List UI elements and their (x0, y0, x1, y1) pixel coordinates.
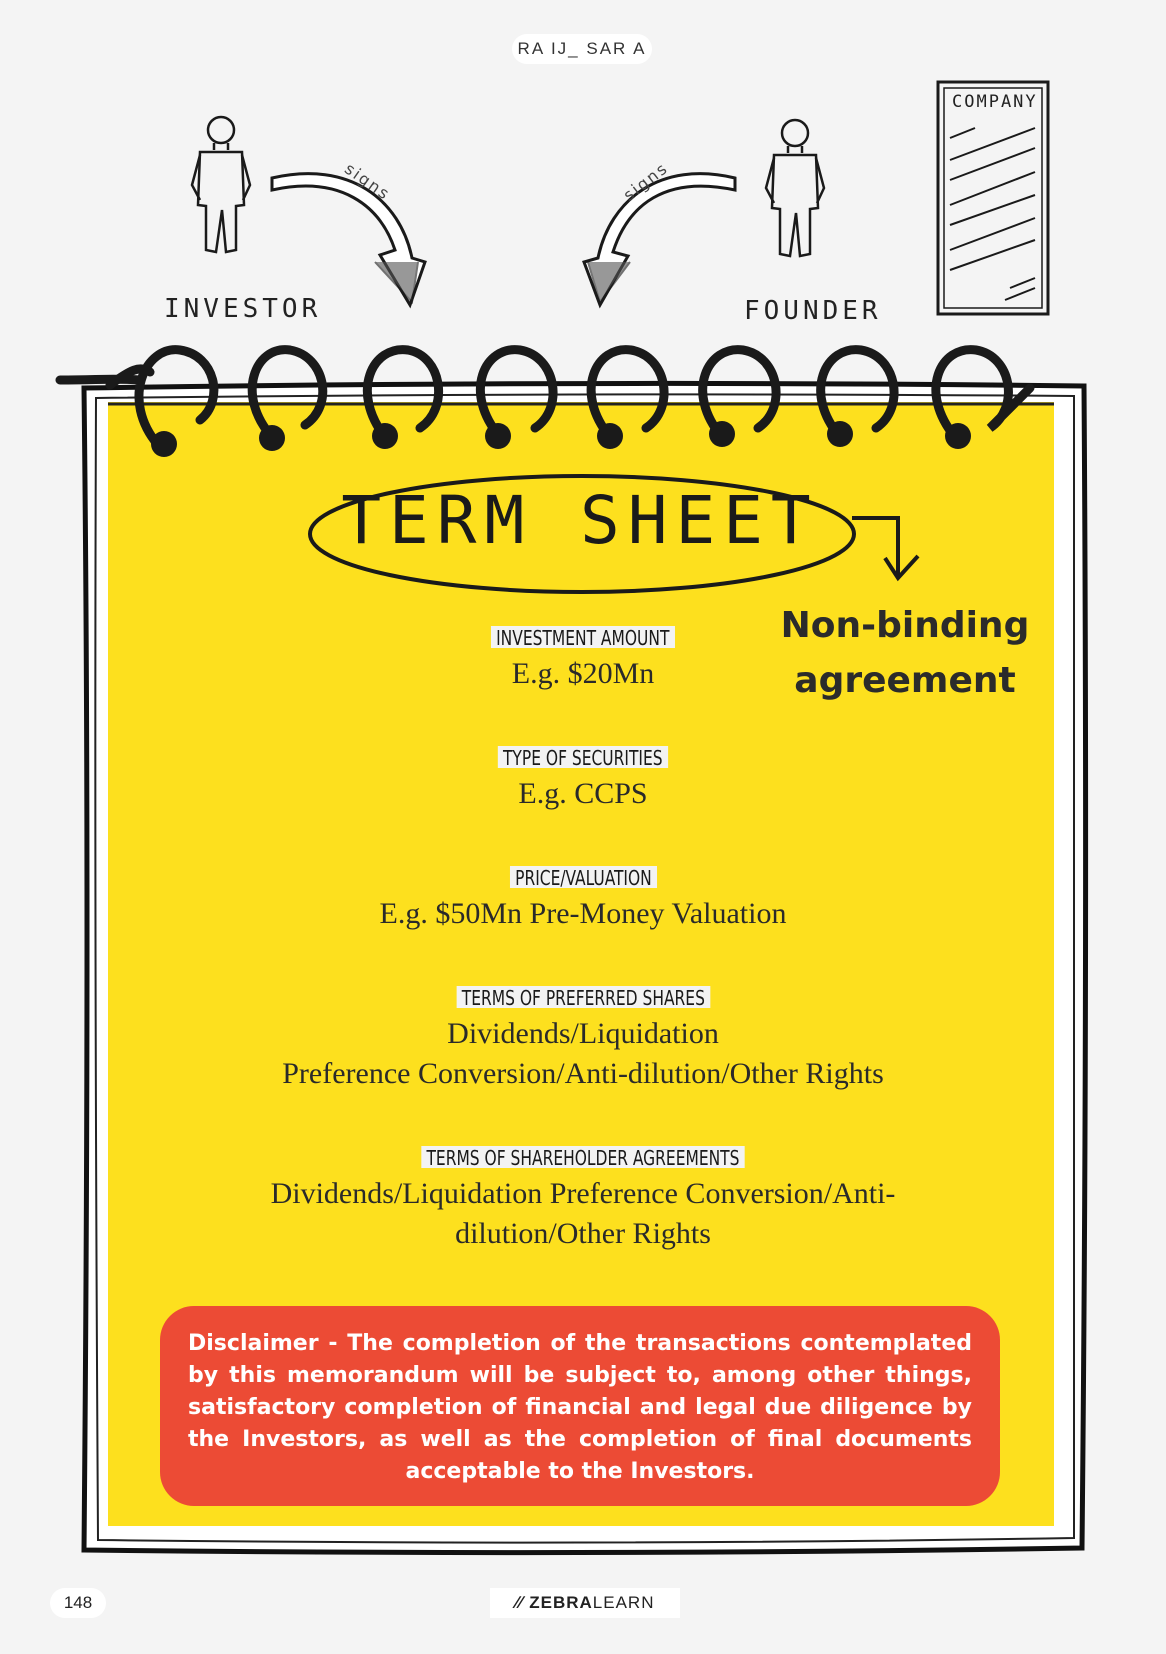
section-line: E.g. $20Mn (511, 657, 655, 690)
non-binding-note: Non-binding agreement (780, 605, 1030, 701)
brand-footer (490, 1588, 680, 1618)
section-title: TERMS OF PREFERRED SHARES (456, 986, 709, 1008)
section-title: TYPE OF SECURITIES (498, 746, 668, 768)
investor-label: INVESTOR (164, 294, 322, 324)
founder-label: FOUNDER (744, 296, 882, 326)
section-line: E.g. CCPS (518, 777, 648, 810)
brand-bold: ZEBRA (529, 1593, 593, 1612)
section-line: Dividends/Liquidation Preference Conversion/Anti- (270, 1177, 896, 1210)
section-line: dilution/Other Rights (455, 1217, 711, 1250)
author-header: RA IJ_ SAR A (512, 34, 652, 64)
brand-light: LEARN (592, 1593, 655, 1612)
section-line: E.g. $50Mn Pre-Money Valuation (379, 897, 787, 930)
founder-figure (766, 120, 824, 256)
section-line: Dividends/Liquidation (447, 1017, 719, 1050)
section-title: TERMS OF SHAREHOLDER AGREEMENTS (421, 1146, 744, 1168)
right-signs-arrow (584, 174, 735, 305)
investor-figure (192, 117, 250, 252)
section-preferred-shares (120, 986, 1046, 1094)
company-label: COMPANY (952, 92, 1038, 112)
term-sheet-title: TERM SHEET (341, 482, 819, 559)
section-investment-amount (120, 626, 1046, 694)
signs-right-label: signs (619, 158, 672, 205)
zebra-logo-icon: ∕∕ (515, 1593, 524, 1612)
disclaimer-box: Disclaimer - The completion of the transactions contemplated by this memorandum will be subject to, among other things, satisfactory completion of financial and legal due diligence by the Investors, as well as the completion of final documents acceptable to the Investors. (160, 1306, 1000, 1506)
section-title: INVESTMENT AMOUNT (491, 626, 675, 648)
section-title: PRICE/VALUATION (510, 866, 657, 888)
company-building (938, 82, 1048, 314)
section-type-of-securities (120, 746, 1046, 814)
signs-left-label: signs (341, 158, 395, 205)
section-line: Preference Conversion/Anti-dilution/Other Rights (282, 1057, 884, 1090)
section-price-valuation (120, 866, 1046, 934)
page-number: 148 (50, 1588, 106, 1618)
left-signs-arrow (272, 174, 425, 305)
section-shareholder-agreements (120, 1146, 1046, 1254)
